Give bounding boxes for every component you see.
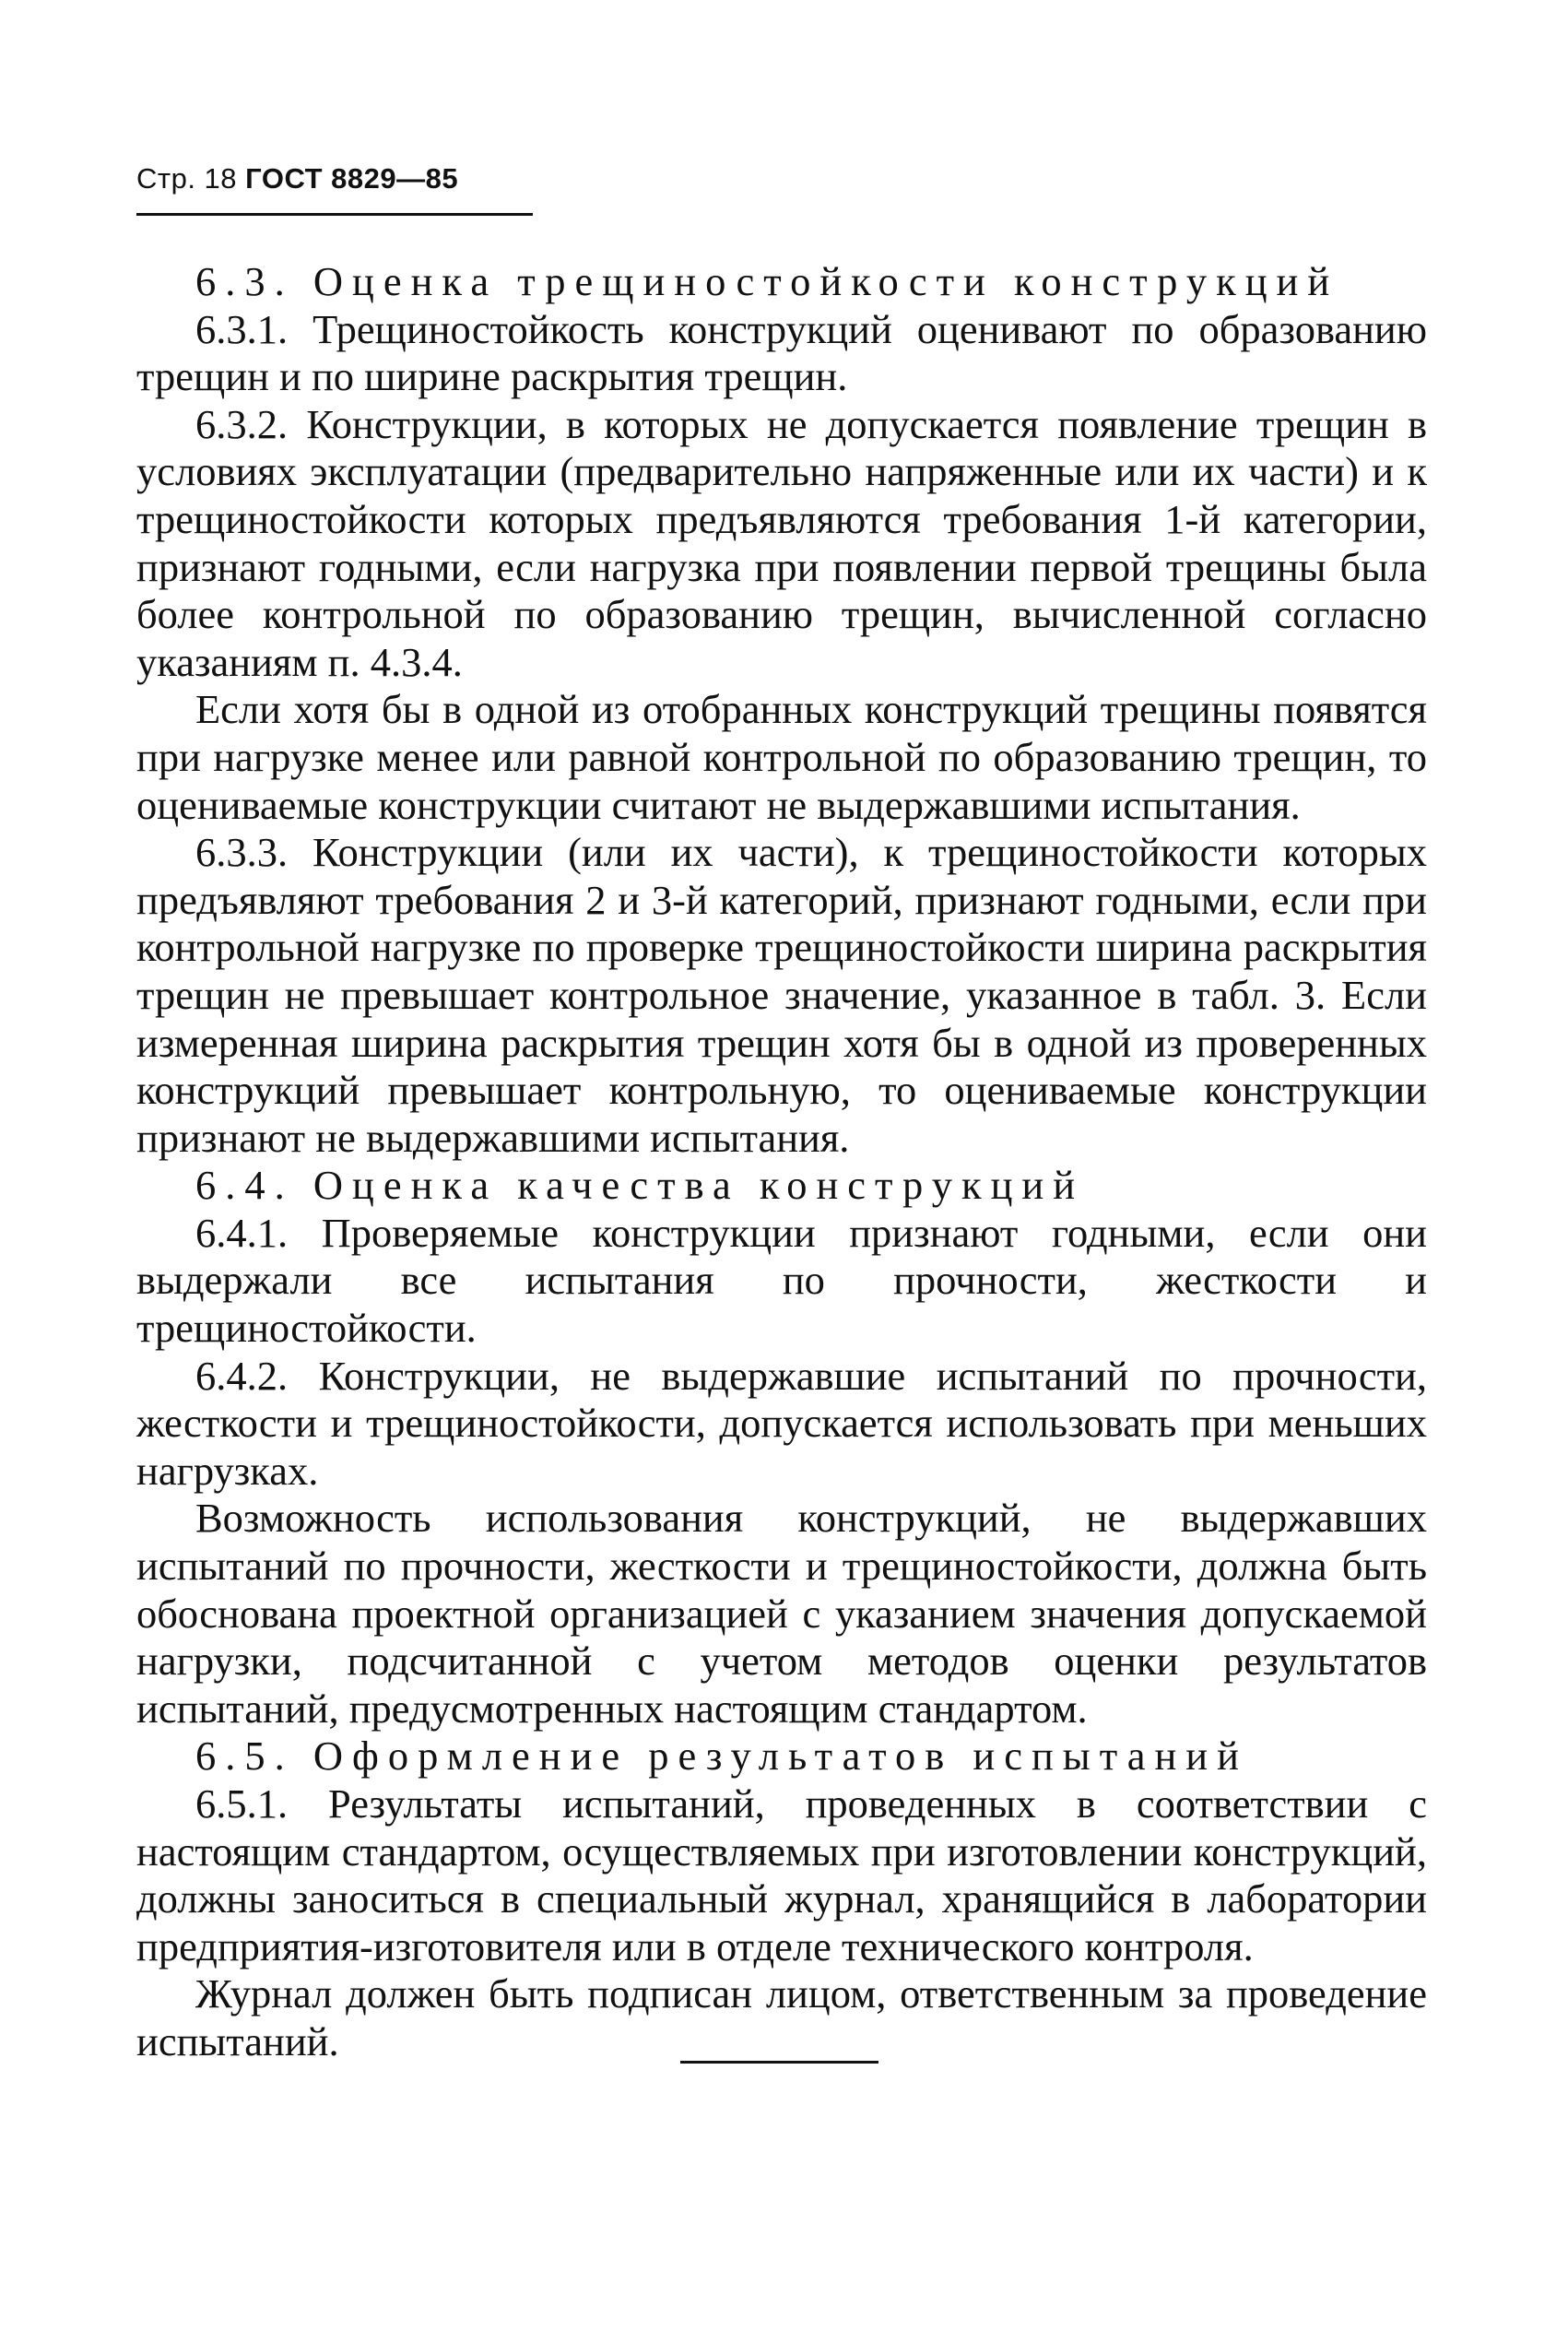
standard-designation: ГОСТ 8829—85	[245, 162, 459, 195]
paragraph-6-5-1-cont: Журнал должен быть подписан лицом, ответственным за проведение испытаний.	[136, 1970, 1427, 2064]
paragraph-6-4-2: 6.4.2. Конструкции, не выдержавшие испытаний по прочности, жесткости и трещиностойкости, допускается использовать при меньших нагрузках.	[136, 1352, 1427, 1494]
paragraph-6-4-1: 6.4.1. Проверяемые конструкции признают годными, если они выдержали все испытания по прочности, жесткости и трещиностойкости.	[136, 1209, 1427, 1352]
paragraph-6-3-2-cont: Если хотя бы в одной из отобранных конструкций трещины появятся при нагрузке менее или равной контрольной по образованию трещин, то оцениваемые конструкции считают не выдержавшими испытания.	[136, 686, 1427, 828]
page-number: Стр. 18	[136, 162, 238, 195]
end-rule	[680, 2061, 878, 2064]
paragraph-6-3-1: 6.3.1. Трещиностойкость конструкций оценивают по образованию трещин и по ширине раскрытия трещин.	[136, 305, 1427, 400]
paragraph-6-5-1: 6.5.1. Результаты испытаний, проведенных в соответствии с настоящим стандартом, осуществляемых при изготовлении конструкций, должны заноситься в специальный журнал, хранящийся в лаборатории предприятия-изготовителя или в отделе технического контроля.	[136, 1780, 1427, 1969]
section-heading-6-4: 6.4. Оценка качества конструкций	[195, 1162, 1085, 1209]
paragraph-6-3-2: 6.3.2. Конструкции, в которых не допускается появление трещин в условиях эксплуатации (предварительно напряженные или их части) и к трещиностойкости которых предъявляются требования 1-й категории, признают годными, если нагрузка при появлении первой трещины была более контрольной по образованию трещин, вычисленной согласно указаниям п. 4.3.4.	[136, 400, 1427, 685]
page-header	[136, 162, 458, 195]
section-heading-6-5: 6.5. Оформление результатов испытаний	[195, 1733, 1248, 1780]
body-text	[136, 258, 1427, 2066]
section-heading-6-3: 6.3. Оценка трещиностойкости конструкций	[195, 258, 1339, 304]
paragraph-6-4-2-cont: Возможность использования конструкций, не выдержавших испытаний по прочности, жесткости и трещиностойкости, должна быть обоснована проектной организацией с указанием значения допускаемой нагрузки, подсчитанной с учетом методов оценки результатов испытаний, предусмотренных настоящим стандартом.	[136, 1495, 1427, 1732]
paragraph-6-3-3: 6.3.3. Конструкции (или их части), к трещиностойкости которых предъявляют требования 2 и 3-й категорий, признают годными, если при контрольной нагрузке по проверке трещиностойкости ширина раскрытия трещин не превышает контрольное значение, указанное в табл. 3. Если измеренная ширина раскрытия трещин хотя бы в одной из проверенных конструкций превышает контрольную, то оцениваемые конструкции признают не выдержавшими испытания.	[136, 829, 1427, 1161]
header-rule	[136, 213, 533, 216]
